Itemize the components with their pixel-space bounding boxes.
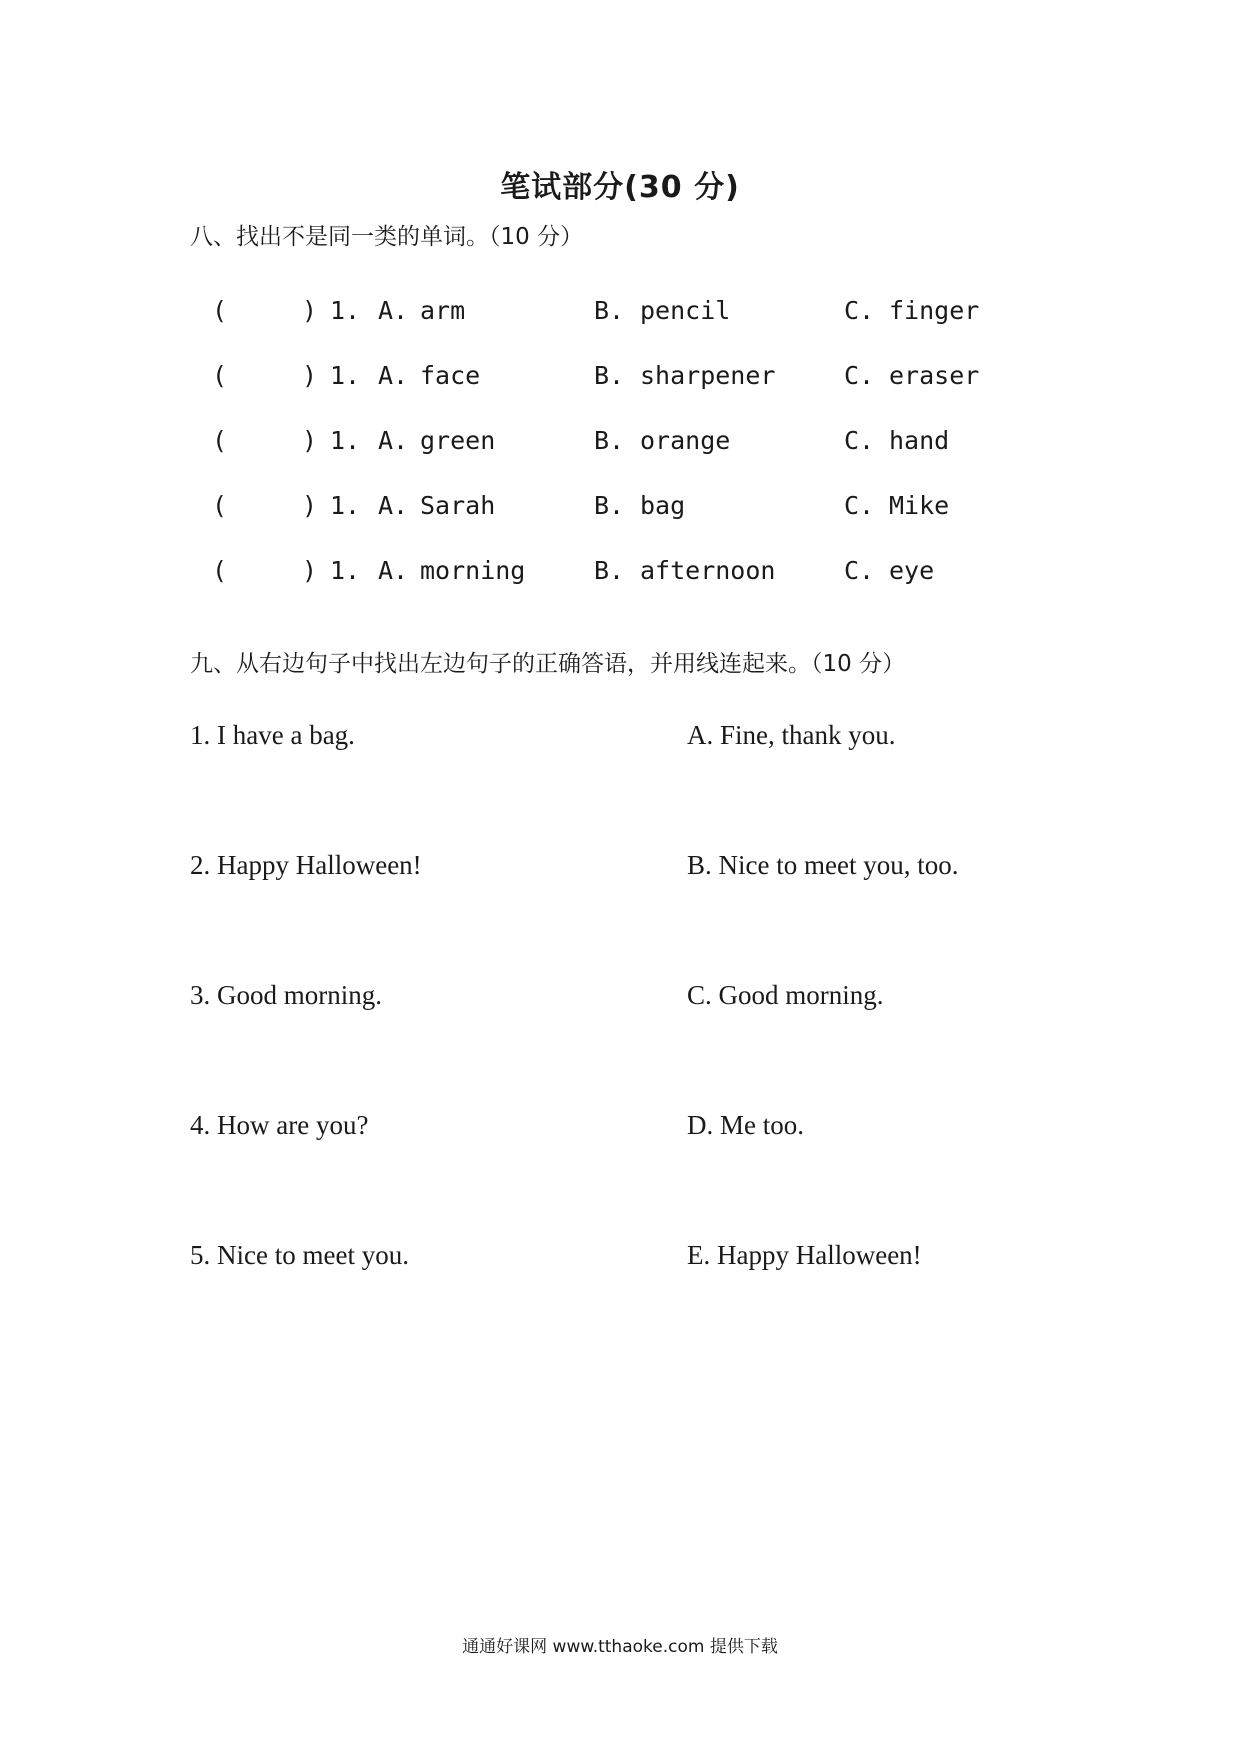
option-c-word: finger	[889, 296, 980, 325]
page-title: 笔试部分(30 分)	[500, 170, 740, 205]
option-a-word: morning	[420, 556, 526, 585]
question-number: 1.	[330, 426, 361, 455]
option-a-label: A.	[378, 491, 409, 520]
question-sentence: 1. I have a bag.	[190, 720, 355, 750]
question-row	[212, 426, 1032, 491]
answer-sentence: B. Nice to meet you, too.	[687, 850, 959, 880]
answer-sentence: D. Me too.	[687, 1110, 804, 1140]
answer-bracket-open: (	[212, 556, 228, 585]
option-b-label: B.	[594, 361, 625, 390]
question-number: 1.	[330, 296, 361, 325]
answer-bracket-open: (	[212, 426, 228, 455]
option-a-label: A.	[378, 361, 409, 390]
option-c-label: C.	[844, 491, 875, 520]
answer-bracket-close: )	[302, 296, 318, 325]
option-a-label: A.	[378, 556, 409, 585]
option-b-label: B.	[594, 426, 625, 455]
option-b-word: bag	[640, 491, 686, 520]
question-sentence: 2. Happy Halloween!	[190, 850, 422, 880]
answer-bracket-open: (	[212, 296, 228, 325]
question-row	[212, 556, 1032, 621]
answer-bracket-open: (	[212, 491, 228, 520]
matching-pair	[190, 980, 1050, 1110]
option-a-label: A.	[378, 426, 409, 455]
matching-pair	[190, 720, 1050, 850]
option-b-label: B.	[594, 296, 625, 325]
option-b-word: afternoon	[640, 556, 776, 585]
matching-exercise	[190, 720, 1050, 1370]
option-c-word: eraser	[889, 361, 980, 390]
option-c-word: Mike	[889, 491, 950, 520]
matching-pair	[190, 1110, 1050, 1240]
answer-sentence: C. Good morning.	[687, 980, 884, 1010]
question-row	[212, 361, 1032, 426]
option-b-label: B.	[594, 491, 625, 520]
option-b-label: B.	[594, 556, 625, 585]
option-b-word: orange	[640, 426, 731, 455]
section-9-heading: 九、从右边句子中找出左边句子的正确答语，并用线连起来。（10 分）	[190, 651, 906, 677]
question-row	[212, 296, 1032, 361]
option-a-word: green	[420, 426, 496, 455]
option-c-label: C.	[844, 556, 875, 585]
odd-one-out-list	[212, 296, 1032, 621]
option-a-label: A.	[378, 296, 409, 325]
answer-bracket-close: )	[302, 556, 318, 585]
option-c-word: eye	[889, 556, 935, 585]
option-b-word: pencil	[640, 296, 731, 325]
question-number: 1.	[330, 556, 361, 585]
answer-bracket-close: )	[302, 361, 318, 390]
matching-pair	[190, 850, 1050, 980]
question-sentence: 3. Good morning.	[190, 980, 382, 1010]
answer-bracket-open: (	[212, 361, 228, 390]
option-c-label: C.	[844, 361, 875, 390]
matching-pair	[190, 1240, 1050, 1370]
question-row	[212, 491, 1032, 556]
page-footer: 通通好课网 www.tthaoke.com 提供下载	[462, 1637, 778, 1657]
option-a-word: face	[420, 361, 481, 390]
section-8-heading: 八、找出不是同一类的单词。（10 分）	[190, 224, 584, 250]
answer-bracket-close: )	[302, 491, 318, 520]
option-c-label: C.	[844, 426, 875, 455]
answer-sentence: A. Fine, thank you.	[687, 720, 896, 750]
question-sentence: 5. Nice to meet you.	[190, 1240, 409, 1270]
option-c-label: C.	[844, 296, 875, 325]
answer-sentence: E. Happy Halloween!	[687, 1240, 922, 1270]
option-a-word: arm	[420, 296, 466, 325]
option-c-word: hand	[889, 426, 950, 455]
answer-bracket-close: )	[302, 426, 318, 455]
question-number: 1.	[330, 361, 361, 390]
option-a-word: Sarah	[420, 491, 496, 520]
question-number: 1.	[330, 491, 361, 520]
question-sentence: 4. How are you?	[190, 1110, 369, 1140]
option-b-word: sharpener	[640, 361, 776, 390]
